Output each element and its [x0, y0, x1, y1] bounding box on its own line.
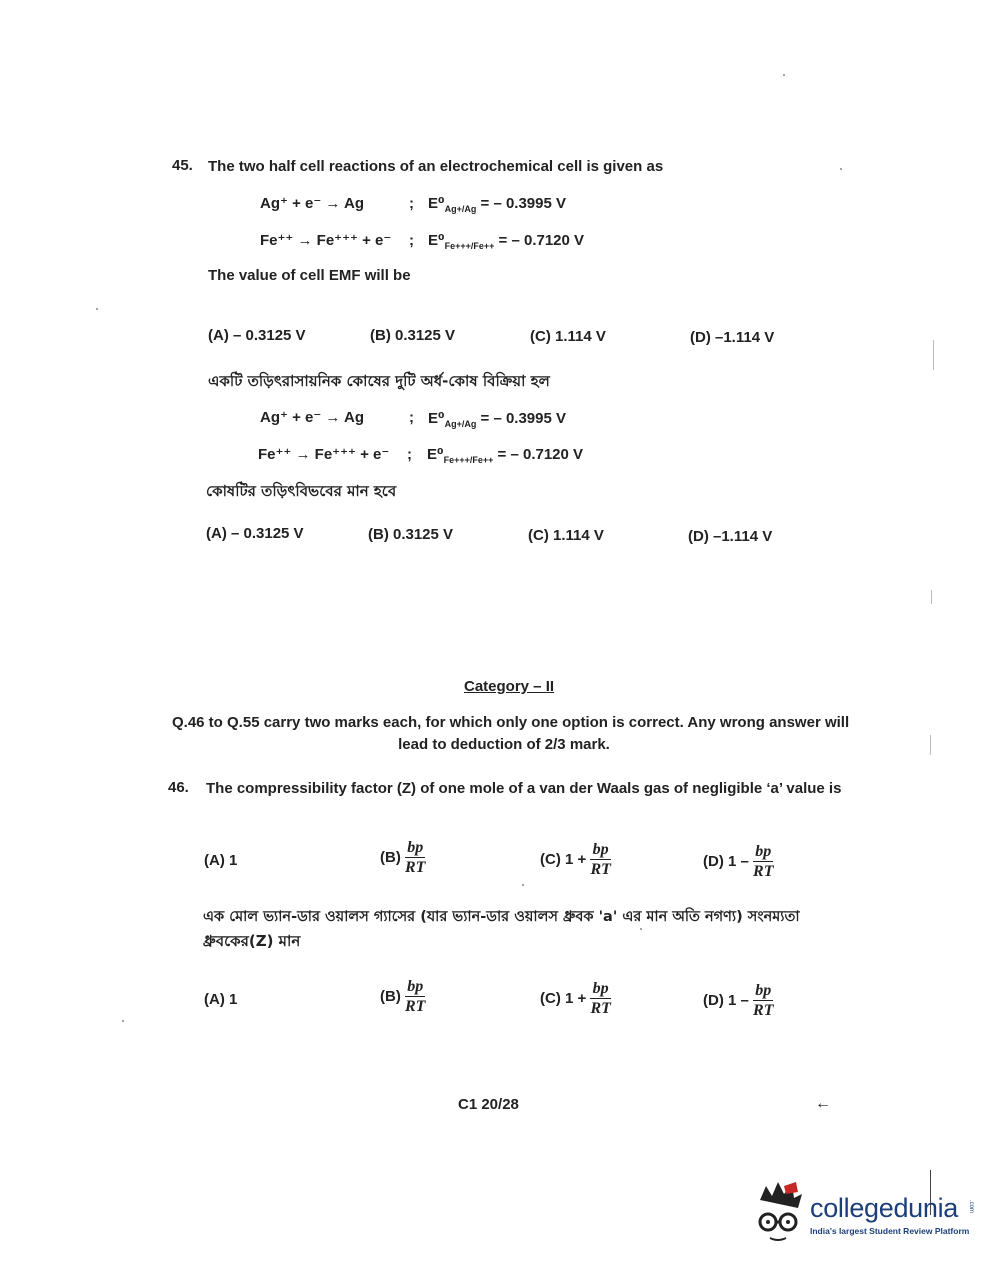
reaction-2-equation: Fe⁺⁺ → Fe⁺⁺⁺ + e⁻: [260, 232, 392, 249]
potential-value: = – 0.3995 V: [480, 195, 567, 212]
potential-value: = – 0.3995 V: [480, 410, 567, 427]
potential-value: = – 0.7120 V: [497, 446, 584, 463]
question-stem: The two half cell reactions of an electrochemical cell is given as: [208, 158, 664, 175]
bengali-reaction-1-potential: [428, 409, 566, 429]
option-a: (A) – 0.3125 V: [208, 327, 306, 344]
bengali-option-b: (B) 0.3125 V: [368, 526, 454, 543]
fraction-denominator: RT: [405, 859, 426, 876]
reaction-2-potential: [428, 231, 584, 251]
scan-dot: [122, 1020, 124, 1022]
scan-mark: [931, 590, 932, 604]
scan-dot: [96, 308, 98, 310]
option-c: (C) 1.114 V: [530, 328, 606, 345]
bengali-option-b: [380, 977, 425, 1017]
collegedunia-tagline: India's largest Student Review Platform: [810, 1226, 970, 1236]
potential-symbol: E⁰: [428, 410, 445, 427]
fraction-bp-over-rt: [753, 981, 773, 1021]
scan-dot: [840, 168, 842, 170]
page-number: C1 20/28: [458, 1096, 519, 1113]
bengali-question-stem: একটি তড়িৎরাসায়নিক কোষের দুটি অর্ধ-কোষ বিক্রিয়া হল: [208, 372, 550, 390]
question-number: 45.: [172, 157, 193, 174]
potential-subscript: Fe+++/Fe++: [443, 455, 494, 465]
option-d-label: (D) 1 –: [703, 852, 749, 870]
bengali-reaction-1-equation: Ag⁺ + e⁻ → Ag: [260, 409, 365, 426]
scan-dot: [783, 74, 785, 76]
bengali-reaction-2-equation: Fe⁺⁺ → Fe⁺⁺⁺ + e⁻: [258, 446, 390, 463]
category-title: Category – II: [464, 678, 555, 695]
category-rule-line-1: Q.46 to Q.55 carry two marks each, for which only one option is correct. Any wrong answer will: [172, 714, 850, 731]
option-b-label: (B): [380, 987, 401, 1005]
fraction-bp-over-rt: [590, 840, 610, 880]
fraction-numerator: bp: [590, 979, 610, 999]
fraction-bp-over-rt: [590, 979, 610, 1019]
bengali-option-a: (A) – 0.3125 V: [206, 525, 304, 542]
fraction-numerator: bp: [753, 981, 773, 1001]
fraction-bp-over-rt: [405, 838, 425, 878]
bengali-option-c: [540, 979, 611, 1019]
potential-subscript: Ag+/Ag: [444, 419, 477, 429]
potential-value: = – 0.7120 V: [498, 232, 585, 249]
collegedunia-com: .com: [968, 1200, 974, 1214]
reaction-1-potential: [428, 194, 566, 214]
potential-symbol: E⁰: [427, 446, 444, 463]
scan-mark: [933, 340, 934, 370]
bengali-question-stem-line-2: ধ্রুবকের(Z) মান: [203, 932, 301, 950]
reaction-2-separator: ;: [409, 232, 414, 249]
option-b: (B) 0.3125 V: [370, 327, 456, 344]
bengali-option-a: (A) 1: [204, 991, 238, 1008]
category-rule-line-2: lead to deduction of 2/3 mark.: [398, 736, 610, 753]
fraction-denominator: RT: [753, 863, 774, 880]
bengali-option-d: [703, 981, 773, 1021]
bengali-reaction-2-potential: [427, 445, 583, 465]
reaction-1-equation: Ag⁺ + e⁻ → Ag: [260, 195, 365, 212]
option-d-label: (D) 1 –: [703, 991, 749, 1009]
fraction-denominator: RT: [590, 861, 611, 878]
potential-subscript: Fe+++/Fe++: [444, 241, 495, 251]
question-prompt: The value of cell EMF will be: [208, 267, 411, 284]
fraction-bp-over-rt: [753, 842, 773, 882]
bengali-question-prompt: কোষটির তড়িৎবিভবের মান হবে: [206, 482, 397, 500]
potential-symbol: E⁰: [428, 232, 445, 249]
bengali-option-d: (D) –1.114 V: [688, 528, 773, 545]
potential-subscript: Ag+/Ag: [444, 204, 477, 214]
fraction-denominator: RT: [590, 1000, 611, 1017]
option-b-label: (B): [380, 848, 401, 866]
option-c: [540, 840, 611, 880]
bengali-reaction-1-separator: ;: [409, 409, 414, 426]
scan-dot: [522, 884, 524, 886]
question-number: 46.: [168, 779, 189, 796]
option-c-label: (C) 1 +: [540, 989, 587, 1007]
fraction-denominator: RT: [753, 1002, 774, 1019]
option-b: [380, 838, 425, 878]
scan-mark: [930, 735, 931, 755]
potential-symbol: E⁰: [428, 195, 445, 212]
bengali-reaction-2-separator: ;: [407, 446, 412, 463]
collegedunia-wordmark: collegedunia: [810, 1193, 959, 1223]
reaction-1-separator: ;: [409, 195, 414, 212]
option-a: (A) 1: [204, 852, 238, 869]
question-stem: The compressibility factor (Z) of one mole of a van der Waals gas of negligible ‘a’ value is: [206, 780, 842, 797]
fraction-numerator: bp: [590, 840, 610, 860]
bengali-question-stem-line-1: এক মোল ভ্যান-ডার ওয়ালস গ্যাসের (যার ভ্যান-ডার ওয়ালস ধ্রুবক 'a' এর মান অতি নগণ্য) সংনম্যতা: [203, 909, 800, 925]
fraction-bp-over-rt: [405, 977, 425, 1017]
fraction-numerator: bp: [405, 977, 425, 997]
bengali-option-c: (C) 1.114 V: [528, 527, 604, 544]
fraction-numerator: bp: [405, 838, 425, 858]
scan-dot: [640, 928, 642, 930]
option-d: [703, 842, 773, 882]
fraction-denominator: RT: [405, 998, 426, 1015]
option-c-label: (C) 1 +: [540, 850, 587, 868]
option-d: (D) –1.114 V: [690, 329, 775, 346]
back-arrow-icon: ←: [815, 1095, 831, 1112]
collegedunia-mascot-icon: [752, 1178, 808, 1246]
fraction-numerator: bp: [753, 842, 773, 862]
